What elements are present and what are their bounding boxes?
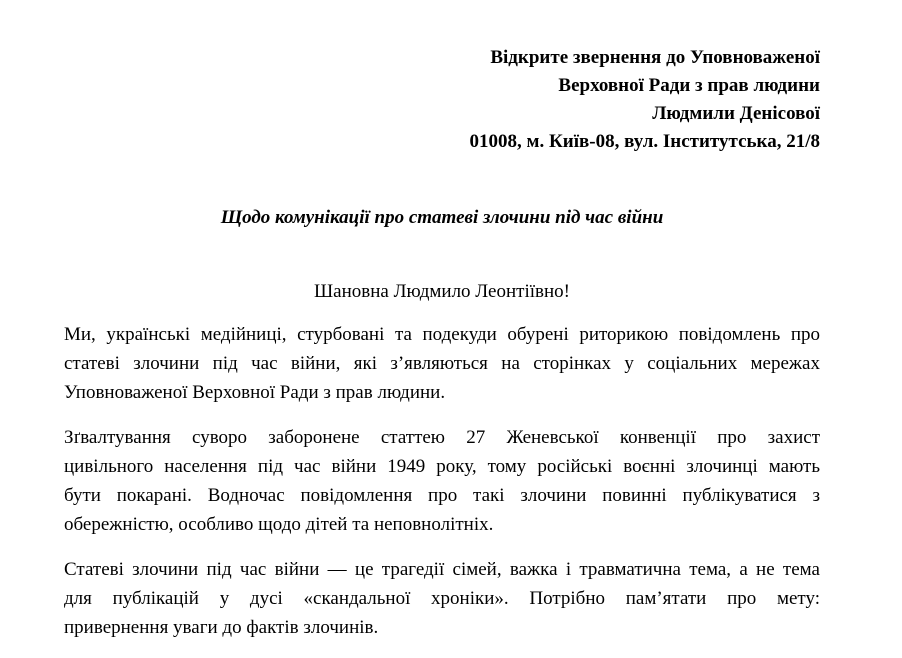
body-paragraph	[64, 320, 820, 407]
addressee-line: Верховної Ради з прав людини	[558, 75, 820, 96]
letter-subject: Щодо комунікації про статеві злочини під час війни	[220, 207, 664, 228]
paragraph-line: бути покарані. Водночас повідомлення про такі злочини повинні публікуватися з	[64, 485, 820, 506]
paragraph-line: Уповноваженої Верховної Ради з прав людини.	[64, 382, 446, 403]
paragraph-line: Ми, українські медійниці, стурбовані та подекуди обурені риторикою повідомлень про	[64, 324, 820, 345]
paragraph-line: привернення уваги до фактів злочинів.	[64, 617, 379, 638]
paragraph-line: Зґвалтування суворо заборонене статтею 27 Женевської конвенції про захист	[64, 427, 820, 448]
paragraph-line: обережністю, особливо щодо дітей та неповнолітніх.	[64, 514, 494, 535]
addressee-line: Людмили Денісової	[652, 103, 820, 124]
paragraph-line: статеві злочини під час війни, які з’являються на сторінках у соціальних мережах	[64, 353, 820, 374]
letter-salutation: Шановна Людмило Леонтіївно!	[314, 281, 570, 302]
paragraph-line: для публікацій у дусі «скандальної хроніки». Потрібно пам’ятати про мету:	[64, 588, 820, 609]
paragraph-line: цивільного населення під час війни 1949 року, тому російські воєнні злочинці мають	[64, 456, 820, 477]
body-paragraph	[64, 423, 820, 539]
paragraph-line: Статеві злочини під час війни — це трагедії сімей, важка і травматична тема, а не тема	[64, 559, 820, 580]
addressee-line: Відкрите звернення до Уповноваженої	[490, 47, 820, 68]
letter-body	[64, 320, 820, 658]
addressee-address-line: 01008, м. Київ-08, вул. Інститутська, 21/8	[469, 131, 820, 152]
body-paragraph	[64, 555, 820, 642]
addressee-block	[470, 44, 820, 156]
